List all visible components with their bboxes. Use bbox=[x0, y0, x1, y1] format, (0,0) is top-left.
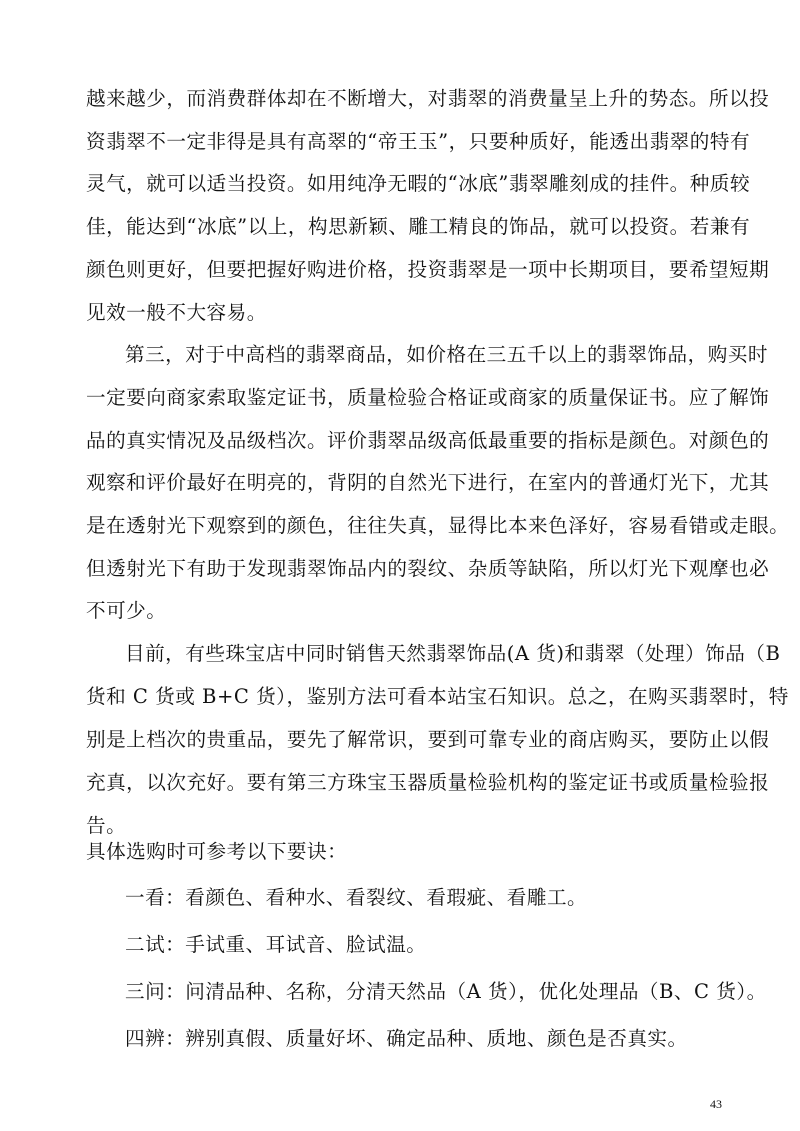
text-line: 见效一般不大容易。 bbox=[86, 301, 267, 324]
text-line: 品的真实情况及品级档次。评价翡翠品级高低最重要的指标是颜色。对颜色的 bbox=[86, 429, 770, 452]
text-line: 灵气，就可以适当投资。如用纯净无暇的“冰底”翡翠雕刻成的挂件。种质较 bbox=[86, 172, 751, 195]
text-line: 不可少。 bbox=[86, 599, 167, 622]
tip-item: 三问：问清品种、名称，分清天然品（A 货），优化处理品（B、C 货）。 bbox=[125, 980, 767, 1003]
text-line: 佳，能达到“冰底”以上，构思新颖、雕工精良的饰品，就可以投资。若兼有 bbox=[86, 215, 751, 238]
tip-item: 二试：手试重、耳试音、脸试温。 bbox=[125, 933, 427, 956]
text-line: 告。 bbox=[86, 814, 127, 837]
text-line: 货和 C 货或 B+C 货），鉴别方法可看本站宝石知识。总之，在购买翡翠时，特 bbox=[86, 685, 789, 708]
paragraph-current-start: 目前，有些珠宝店中同时销售天然翡翠饰品(A 货)和翡翠（处理）饰品（B bbox=[125, 642, 781, 665]
tip-item: 四辨：辨别真假、质量好坏、确定品种、质地、颜色是否真实。 bbox=[125, 1027, 688, 1050]
tips-heading: 具体选购时可参考以下要诀： bbox=[86, 840, 348, 863]
text-line: 资翡翠不一定非得是具有高翠的“帝王玉”，只要种质好，能透出翡翠的特有 bbox=[86, 130, 751, 153]
text-line: 是在透射光下观察到的颜色，往往失真，显得比本来色泽好，容易看错或走眼。 bbox=[86, 514, 790, 537]
text-line: 一定要向商家索取鉴定证书，质量检验合格证或商家的质量保证书。应了解饰 bbox=[86, 386, 770, 409]
text-line: 充真，以次充好。要有第三方珠宝玉器质量检验机构的鉴定证书或质量检验报 bbox=[86, 771, 770, 794]
text-line: 别是上档次的贵重品，要先了解常识，要到可靠专业的商店购买，要防止以假 bbox=[86, 728, 770, 751]
page-number: 43 bbox=[710, 1097, 722, 1111]
text-line: 颜色则更好，但要把握好购进价格，投资翡翠是一项中长期项目，要希望短期 bbox=[86, 258, 770, 281]
text-line: 观察和评价最好在明亮的，背阴的自然光下进行，在室内的普通灯光下，尤其 bbox=[86, 471, 770, 494]
paragraph-third-start: 第三，对于中高档的翡翠商品，如价格在三五千以上的翡翠饰品，购买时 bbox=[125, 343, 768, 366]
text-line: 但透射光下有助于发现翡翠饰品内的裂纹、杂质等缺陷，所以灯光下观摩也必 bbox=[86, 557, 770, 580]
tip-item: 一看：看颜色、看种水、看裂纹、看瑕疵、看雕工。 bbox=[125, 886, 588, 909]
text-line: 越来越少，而消费群体却在不断增大，对翡翠的消费量呈上升的势态。所以投 bbox=[86, 87, 770, 110]
